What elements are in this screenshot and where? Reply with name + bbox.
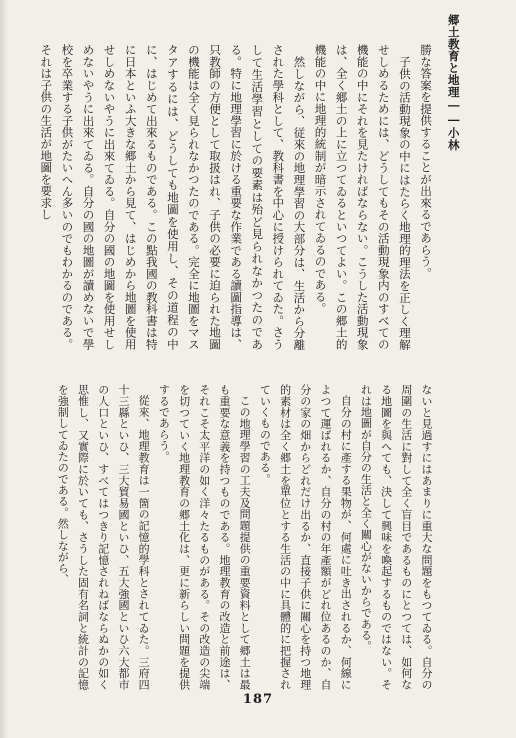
paragraph: この地理學習の工夫及問題提供の重要資料として郷土は最も重要な意義を持つものである。地理教育の改造と前途は、それこそ太平洋の如く洋々たるものがある。その改造の尖端を切つていく地理教育の郷土化は、更に新らしい問題を提供するであらう。	[157, 384, 252, 690]
page-edge-shadow	[0, 0, 8, 738]
paragraph: ないと見過すにはあまりに重大な問題をもつてゐる。自分の周圍の生活に對して全く盲目であるものにとつては、如何なる地圖を與へても、決して興味を喚起するものではない。それは地圖が自分の生活と全く關心がないからである。	[359, 384, 433, 690]
paragraph: 勝な答案を提供することが出來るであらう。	[419, 44, 433, 279]
paragraph: 子供の活動現象の中にはたらく地理的理法を正しく理解せしめるためには、どうしてもその活動現象内のすべての機能の中にそれを見たければならない。こうした活動現象は、全く郷土の上に立つてゐるといつてよい。この郷土的機能の中に地理的統制が暗示されてゐるのである。	[313, 44, 412, 350]
upper-text-block	[32, 44, 436, 350]
paragraph: 然しながら、従來の地理學習の大部分は、生活から分離された學科として、教科書を中心に授けられてゐた。さうして生活學習としての要素は殆ど見られなかつたのである。特に地理學習に於ける重要な作業である讀圖指導は、只教師の方便として取扱はれ、子供の必要に迫られた地圖の機能は全く見られなかつたのである。完全に地圖をマスタアするには、どうしても地圖を使用し、その道程の中に、はじめて出來るものである。この點我國の教科書は特に日本といふ大きな郷土から見て、はじめから地圖を使用せしめないやうに出來てゐる。自分の國の地圖を使用せしめないやうに出來てゐる。自分の國の地圖が讀めないで學校を卒業する子供がたいへん多いのでもわかるのである。それは子供の生活が地圖を要求し	[39, 44, 307, 350]
paragraph: 自分の村に產する果物が、何處に吐き出されるか、何線によつて運ばれるか、自分の村の年產額がどれ位あるのか、自分の家の畑からどれだけ出るか、直接子供に關心を持つ地理的素材は全く郷土を單位とする生活の中に具體的に把握されていくものである。	[258, 384, 353, 690]
paragraph: 從來、地理教育は一箇の記憶的學科とされてゐた。三府四十三縣といひ、三大貿易國といひ、五大強國といひ六大都市の人口といひ、すべてはつきり記憶されねばならぬかの如く思惟し、又實際に於いても、さうした固有名詞と統計の記憶を強制してゐたのである。然しながら、	[56, 384, 151, 690]
running-header-text: 郷土教育と地理――小林	[446, 14, 461, 151]
running-header	[442, 0, 464, 151]
page-number: 187	[242, 692, 274, 707]
lower-text-block	[32, 384, 436, 690]
